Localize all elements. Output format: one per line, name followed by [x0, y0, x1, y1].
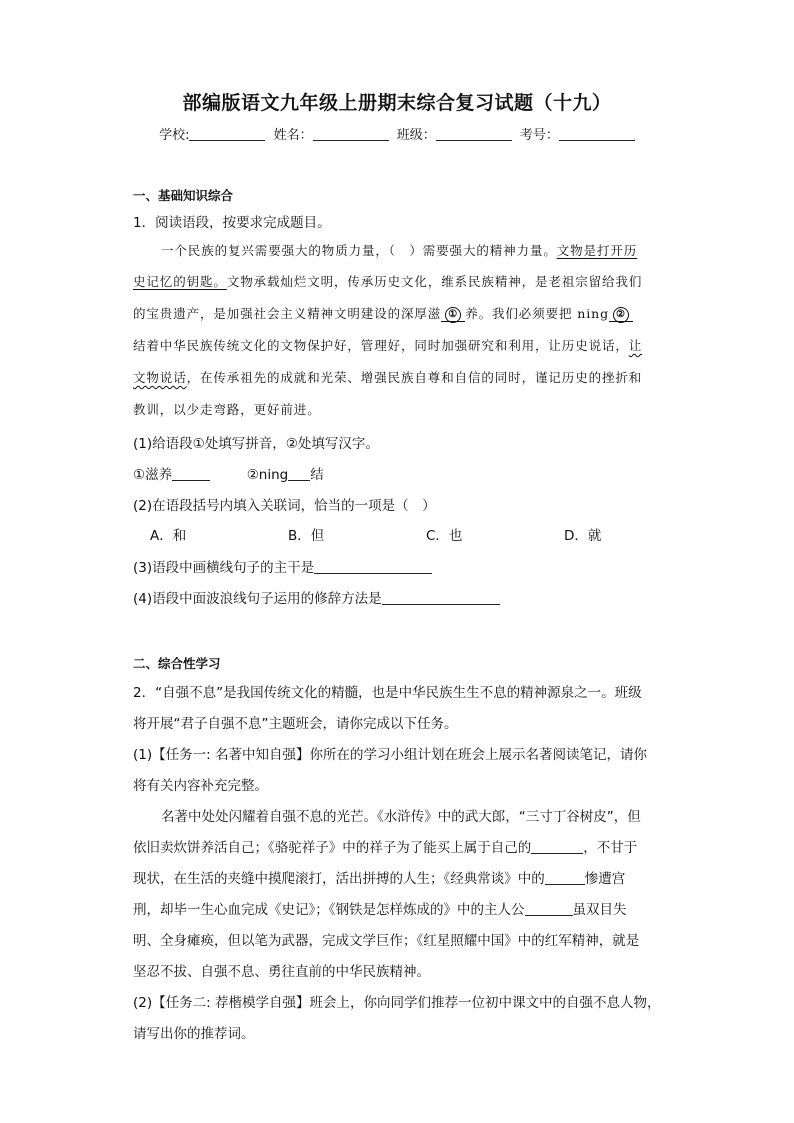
- passage-text: 结着中华民族传统文化的文物保护好，管理好，同时加强研究和利用，让历史说话，: [133, 338, 629, 353]
- option-a[interactable]: A．和: [150, 528, 187, 544]
- task-1-paragraph-line-5: 明、全身瘫痪，但以笔为武器，完成文学巨作；《红星照耀中国》中的红军精神，就是: [133, 933, 640, 949]
- section-heading-basic: 一、基础知识综合: [133, 188, 234, 203]
- task-1-paragraph-line-3: [133, 867, 625, 887]
- answer-blank-protagonist[interactable]: [525, 903, 573, 916]
- school-field: [159, 124, 265, 143]
- passage-line-5: [133, 368, 642, 386]
- paragraph-text: ，不甘于: [583, 840, 638, 856]
- passage-line-1: [161, 241, 637, 259]
- student-info-row: [0, 124, 794, 143]
- blank-marker-1: [441, 306, 465, 322]
- wavy-underlined-sentence: 文物说话: [133, 370, 187, 385]
- options-row: [150, 524, 624, 544]
- pinyin-hint: ning: [577, 306, 609, 321]
- name-blank[interactable]: [313, 128, 389, 141]
- school-blank[interactable]: [189, 128, 265, 141]
- answer-label-c: 结: [310, 467, 324, 483]
- exam-number-field: [520, 124, 635, 143]
- answer-blank-3[interactable]: [314, 561, 432, 574]
- name-label: 姓名：: [273, 128, 313, 143]
- subquestion-1: (1)给语段①处填写拼音，②处填写汉字。: [133, 436, 379, 452]
- task-1-line-1: (1)【任务一: 名著中知自强】你所在的学习小组计划在班会上展示名著阅读笔记，请你: [133, 747, 647, 763]
- subquestion-4: [133, 587, 500, 607]
- question-1-stem: 1．阅读语段，按要求完成题目。: [133, 215, 331, 231]
- subquestion-3: [133, 556, 432, 576]
- answer-blank-4[interactable]: [382, 592, 500, 605]
- task-1-line-2: 将有关内容补充完整。: [133, 778, 268, 794]
- task-1-paragraph-line-2: [133, 836, 637, 856]
- passage-text: 养。我们必须要把: [465, 306, 573, 321]
- underlined-sentence: 史记忆的钥匙。: [133, 274, 227, 289]
- paragraph-text: 惨遭宫: [584, 871, 626, 887]
- exam-number-label: 考号：: [519, 128, 559, 143]
- circled-number-2: ②: [613, 307, 629, 323]
- option-b[interactable]: B．但: [288, 528, 325, 544]
- paragraph-text: 依旧卖炊饼养活自己；《骆驼祥子》中的祥子为了能买上属于自己的: [133, 840, 532, 856]
- passage-text: 的宝贵遗产，是加强社会主义精神文明建设的深厚滋: [133, 306, 442, 321]
- answer-blank-b[interactable]: [288, 468, 310, 481]
- subquestion-3-text: (3)语段中画横线句子的主干是: [133, 560, 315, 576]
- passage-line-4: [133, 336, 642, 354]
- answer-label-b: ②ning: [246, 467, 289, 483]
- class-label: 班级：: [396, 128, 436, 143]
- paragraph-text: 刑，却毕一生心血完成《史记》；《钢铁是怎样炼成的》中的主人公: [133, 902, 525, 918]
- option-d[interactable]: D．就: [564, 528, 602, 544]
- circled-number-1: ①: [445, 307, 461, 323]
- page-title: 部编版语文九年级上册期末综合复习试题（十九）: [182, 92, 612, 114]
- passage-text: ，在传承祖先的成就和光荣、增强民族自尊和自信的同时，谨记历史的挫折和: [186, 370, 643, 385]
- answer-blank-a[interactable]: [172, 468, 210, 481]
- underlined-sentence: 文物是打开历: [556, 243, 638, 258]
- paragraph-text: 虽双目失: [572, 902, 627, 918]
- option-c[interactable]: C．也: [426, 528, 463, 544]
- name-field: [274, 124, 389, 143]
- task-2-line-2: 请写出你的推荐词。: [133, 1026, 255, 1042]
- subquestion-4-text: (4)语段中面波浪线句子运用的修辞方法是: [133, 591, 382, 607]
- passage-line-6: 教训，以少走弯路，更好前进。: [133, 402, 321, 417]
- section-heading-comprehensive: 二、综合性学习: [133, 656, 221, 671]
- question-2-line-1: 2．“自强不息”是我国传统文化的精髓，也是中华民族生生不息的精神源泉之一。班级: [133, 685, 642, 701]
- passage-line-2: [133, 272, 642, 290]
- paragraph-text: 现状，在生活的夹缝中摸爬滚打，活出拼搏的人生；《经典常谈》中的: [133, 871, 545, 887]
- class-blank[interactable]: [436, 128, 512, 141]
- answer-blank-xiangzi[interactable]: [531, 841, 583, 854]
- subquestion-2: (2)在语段括号内填入关联词，恰当的一项是（ ）: [133, 498, 436, 514]
- task-1-paragraph-line-4: [133, 898, 627, 918]
- school-label: 学校:: [159, 128, 190, 143]
- task-2-line-1: (2)【任务二: 荐楷模学自强】班会上，你向同学们推荐一位初中课文中的自强不息人物，: [133, 995, 661, 1011]
- task-1-paragraph-line-6: 坚忍不拔、自强不息、勇往直前的中华民族精神。: [133, 964, 430, 980]
- passage-text: 一个民族的复兴需要强大的物质力量，（ ）需要强大的精神力量。: [161, 243, 557, 258]
- passage-line-3: [133, 304, 633, 323]
- wavy-underlined-sentence: 让: [628, 338, 643, 353]
- class-field: [397, 124, 512, 143]
- question-2-line-2: 将开展“君子自强不息”主题班会，请你完成以下任务。: [133, 716, 458, 732]
- subquestion-1-answers: [133, 463, 324, 483]
- blank-marker-2: [609, 306, 633, 322]
- exam-number-blank[interactable]: [559, 128, 635, 141]
- answer-label-a: ①滋养: [133, 467, 173, 483]
- answer-blank-shiji[interactable]: [545, 872, 585, 885]
- passage-text: 文物承载灿烂文明，传承历史文化，维系民族精神，是老祖宗留给我们: [226, 274, 643, 289]
- task-1-paragraph-line-1: 名著中处处闪耀着自强不息的光芒。《水浒传》中的武大郎，“三寸丁谷树皮”，但: [161, 809, 641, 825]
